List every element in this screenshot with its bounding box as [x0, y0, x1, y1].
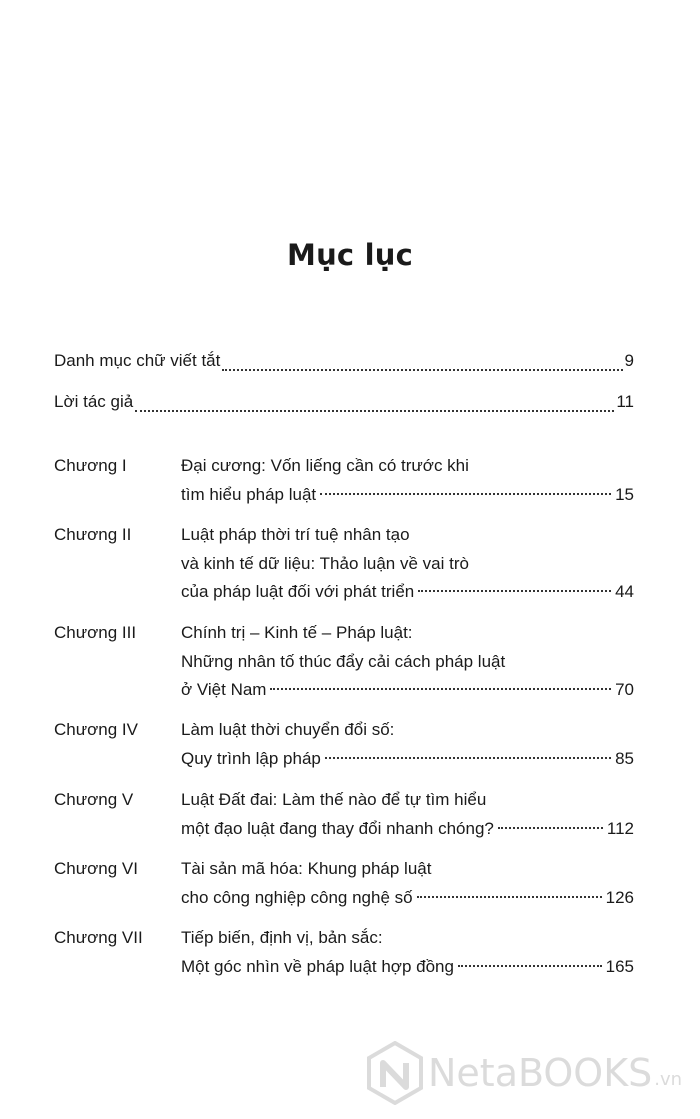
chapter-title-line[interactable]: Chính trị – Kinh tế – Pháp luật: [181, 623, 413, 642]
toc-page-number: 11 [616, 392, 634, 411]
chapter-title-text: Một góc nhìn về pháp luật hợp đồng [181, 956, 454, 976]
chapter-title-line[interactable]: Tài sản mã hóa: Khung pháp luật [181, 859, 432, 878]
chapter-title-text: Quy trình lập pháp [181, 748, 321, 768]
chapter-title-line[interactable]: Làm luật thời chuyển đổi số: [181, 720, 395, 739]
dot-leader [417, 895, 602, 898]
chapter-title-last-line[interactable] [181, 815, 634, 843]
chapter-title-last-line[interactable] [181, 676, 634, 704]
chapter-title-text: của pháp luật đối với phát triển [181, 582, 415, 601]
dot-leader [270, 687, 611, 690]
dot-leader [325, 756, 611, 759]
toc-page-number: 9 [624, 351, 634, 370]
toc-page-number: 15 [615, 484, 634, 504]
chapter-title-text: tìm hiểu pháp luật [181, 484, 317, 504]
netabooks-logo-icon [366, 1041, 424, 1105]
toc-entry-label: Danh mục chữ viết tắt [54, 351, 221, 370]
chapter-title-last-line[interactable] [181, 953, 634, 981]
page-title: Mục lục [287, 238, 413, 272]
chapter-title-last-line[interactable] [181, 578, 634, 606]
watermark-suffix: .vn [654, 1068, 683, 1090]
dot-leader [498, 826, 603, 829]
toc-page-number: 70 [615, 680, 634, 699]
chapter-number: Chương IV [54, 720, 138, 739]
chapter-number: Chương VI [54, 859, 138, 878]
dot-leader [458, 964, 602, 967]
chapter-number: Chương I [54, 456, 127, 475]
chapter-title-line[interactable]: và kinh tế dữ liệu: Thảo luận về vai trò [181, 553, 469, 573]
watermark-logo [366, 1038, 686, 1108]
chapter-title-line[interactable]: Tiếp biến, định vị, bản sắc: [181, 928, 383, 947]
chapter-title-line[interactable]: Luật Đất đai: Làm thế nào để tự tìm hiểu [181, 790, 487, 809]
dot-leader [135, 409, 614, 412]
toc-entry-front-1[interactable] [54, 347, 634, 375]
chapter-title-text: cho công nghiệp công nghệ số [181, 887, 413, 907]
dot-leader [418, 589, 611, 592]
chapter-title-line[interactable]: Đại cương: Vốn liếng cần có trước khi [181, 456, 469, 475]
watermark-text: NetaBOOKS [428, 1051, 653, 1095]
dot-leader [222, 368, 622, 371]
toc-page-number: 44 [615, 582, 634, 601]
chapter-number: Chương VII [54, 928, 143, 947]
toc-page-number: 126 [605, 887, 634, 907]
chapter-title-last-line[interactable] [181, 884, 634, 912]
chapter-title-last-line[interactable] [181, 481, 634, 509]
chapter-title-last-line[interactable] [181, 745, 634, 773]
toc-page-number: 85 [615, 748, 634, 768]
chapter-title-text: ở Việt Nam [181, 680, 267, 699]
chapter-number: Chương V [54, 790, 134, 809]
toc-entry-label: Lời tác giả [54, 392, 134, 411]
chapter-number: Chương III [54, 623, 137, 642]
toc-page-number: 165 [605, 956, 634, 976]
chapter-title-line[interactable]: Luật pháp thời trí tuệ nhân tạo [181, 525, 410, 544]
chapter-title-line[interactable]: Những nhân tố thúc đẩy cải cách pháp luật [181, 651, 506, 671]
chapter-title-text: một đạo luật đang thay đổi nhanh chóng? [181, 818, 494, 838]
dot-leader [320, 492, 611, 495]
toc-page-number: 112 [606, 818, 634, 838]
chapter-number: Chương II [54, 525, 132, 544]
toc-entry-front-2[interactable] [54, 388, 634, 416]
